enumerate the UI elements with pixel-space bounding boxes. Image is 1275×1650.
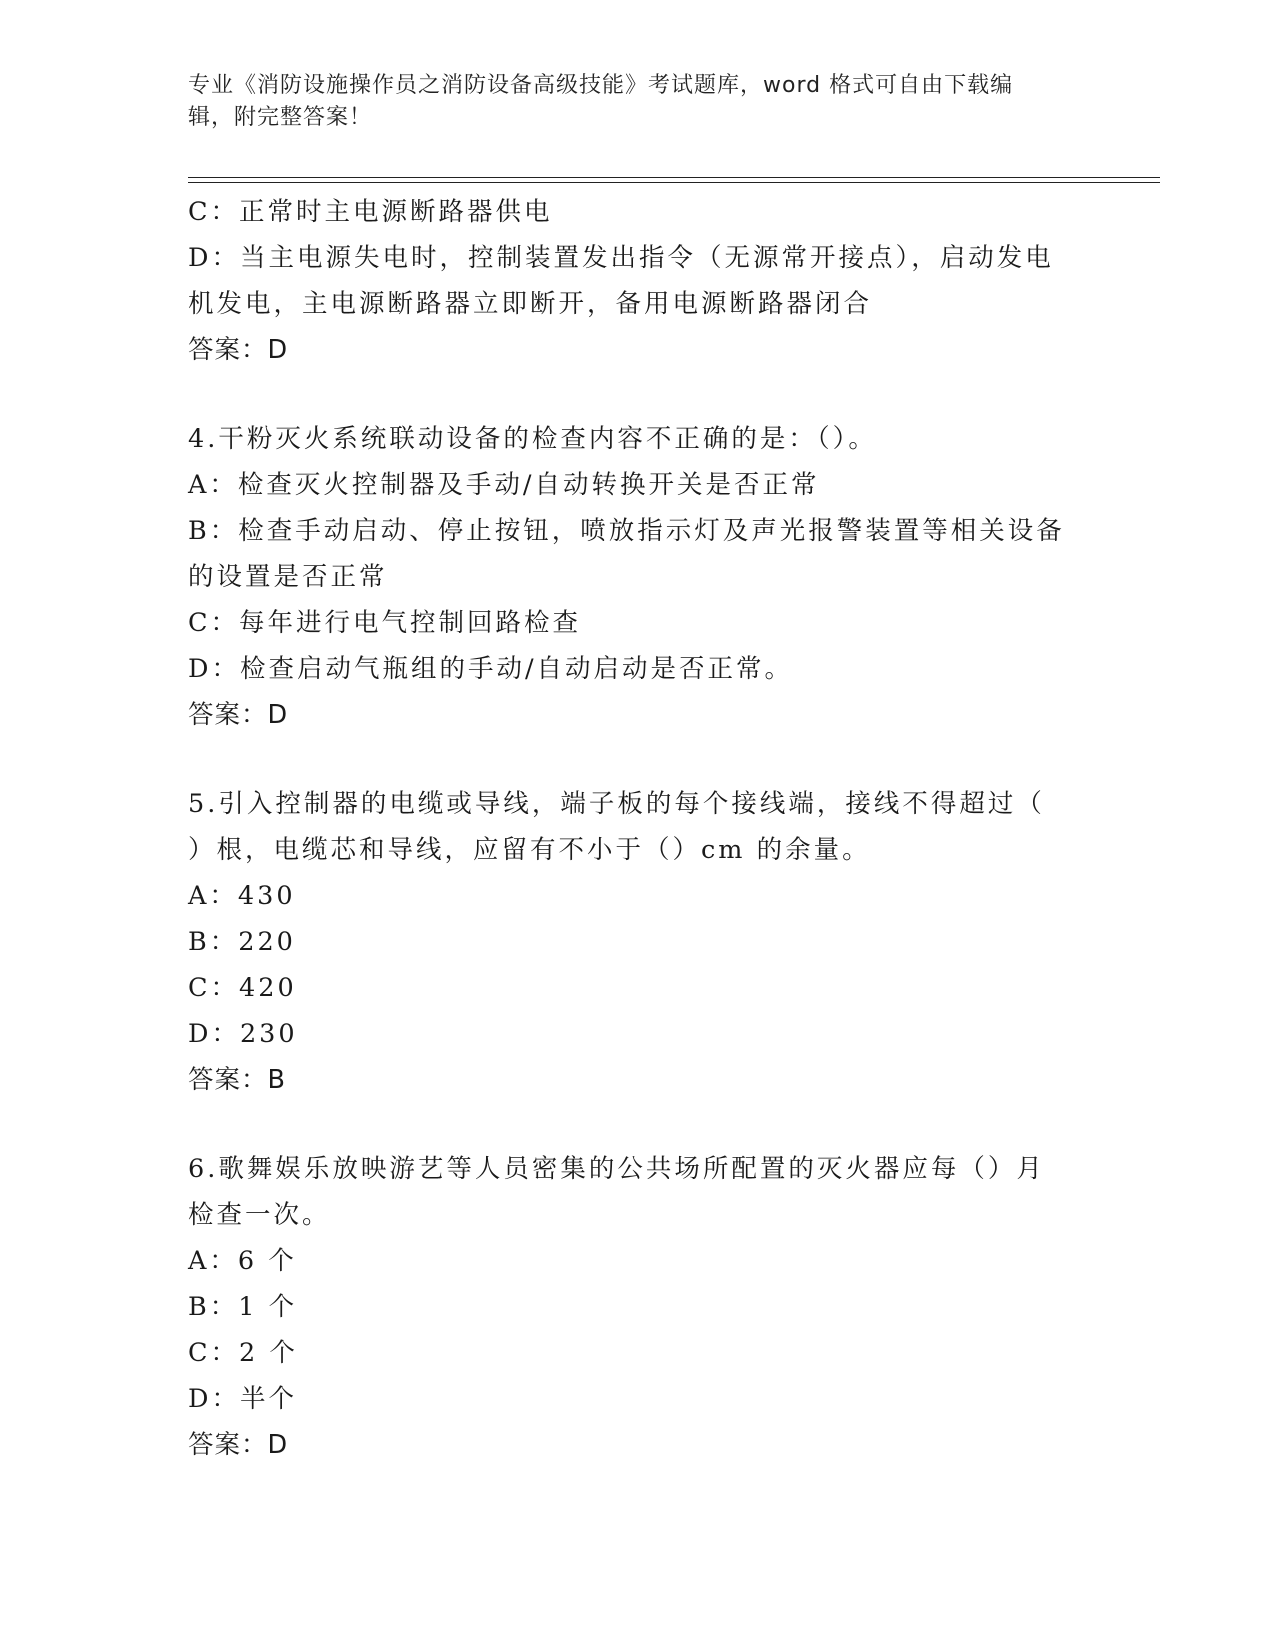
header-line-2: 辑，附完整答案！	[188, 105, 373, 130]
option-b: B：220	[188, 927, 296, 957]
question-3-fragment	[188, 189, 1088, 373]
option-b-line-2: 的设置是否正常	[188, 562, 388, 592]
question-content	[188, 189, 1088, 1468]
option-d: D：230	[188, 1019, 298, 1049]
option-c: C：正常时主电源断路器供电	[188, 197, 553, 227]
question-stem-line-1: 5.引入控制器的电缆或导线，端子板的每个接线端，接线不得超过（	[188, 789, 1045, 819]
header-divider-bottom	[188, 182, 1160, 183]
option-c: C：每年进行电气控制回路检查	[188, 608, 582, 638]
option-b-line-1: B：检查手动启动、停止按钮，喷放指示灯及声光报警装置等相关设备	[188, 516, 1065, 546]
option-c: C：2 个	[188, 1338, 298, 1368]
question-stem-line-2: ）根，电缆芯和导线，应留有不小于（）cm 的余量。	[188, 835, 871, 865]
question-stem: 4.干粉灭火系统联动设备的检查内容不正确的是：（）。	[188, 424, 877, 454]
answer: 答案：D	[188, 335, 289, 365]
option-d-line-1: D：当主电源失电时，控制装置发出指令（无源常开接点），启动发电	[188, 243, 1054, 273]
spacer	[188, 373, 1088, 416]
question-6	[188, 1146, 1088, 1468]
answer: 答案：B	[188, 1065, 286, 1095]
spacer	[188, 1103, 1088, 1146]
option-b: B：1 个	[188, 1292, 298, 1322]
option-d: D：半个	[188, 1384, 297, 1414]
question-5	[188, 781, 1088, 1103]
question-stem-line-2: 检查一次。	[188, 1200, 331, 1230]
option-c: C：420	[188, 973, 297, 1003]
answer: 答案：D	[188, 1430, 289, 1460]
option-a: A：430	[188, 881, 296, 911]
option-d-line-2: 机发电，主电源断路器立即断开，备用电源断路器闭合	[188, 289, 873, 319]
option-a: A：6 个	[188, 1246, 297, 1276]
answer: 答案：D	[188, 700, 289, 730]
option-d: D：检查启动气瓶组的手动/自动启动是否正常。	[188, 654, 794, 684]
header-divider-top	[188, 177, 1160, 178]
question-4	[188, 416, 1088, 738]
question-stem-line-1: 6.歌舞娱乐放映游艺等人员密集的公共场所配置的灭火器应每（）月	[188, 1154, 1045, 1184]
document-header	[188, 70, 1068, 134]
spacer	[188, 738, 1088, 781]
option-a: A：检查灭火控制器及手动/自动转换开关是否正常	[188, 470, 820, 500]
header-line-1: 专业《消防设施操作员之消防设备高级技能》考试题库，word 格式可自由下载编	[188, 73, 1014, 98]
